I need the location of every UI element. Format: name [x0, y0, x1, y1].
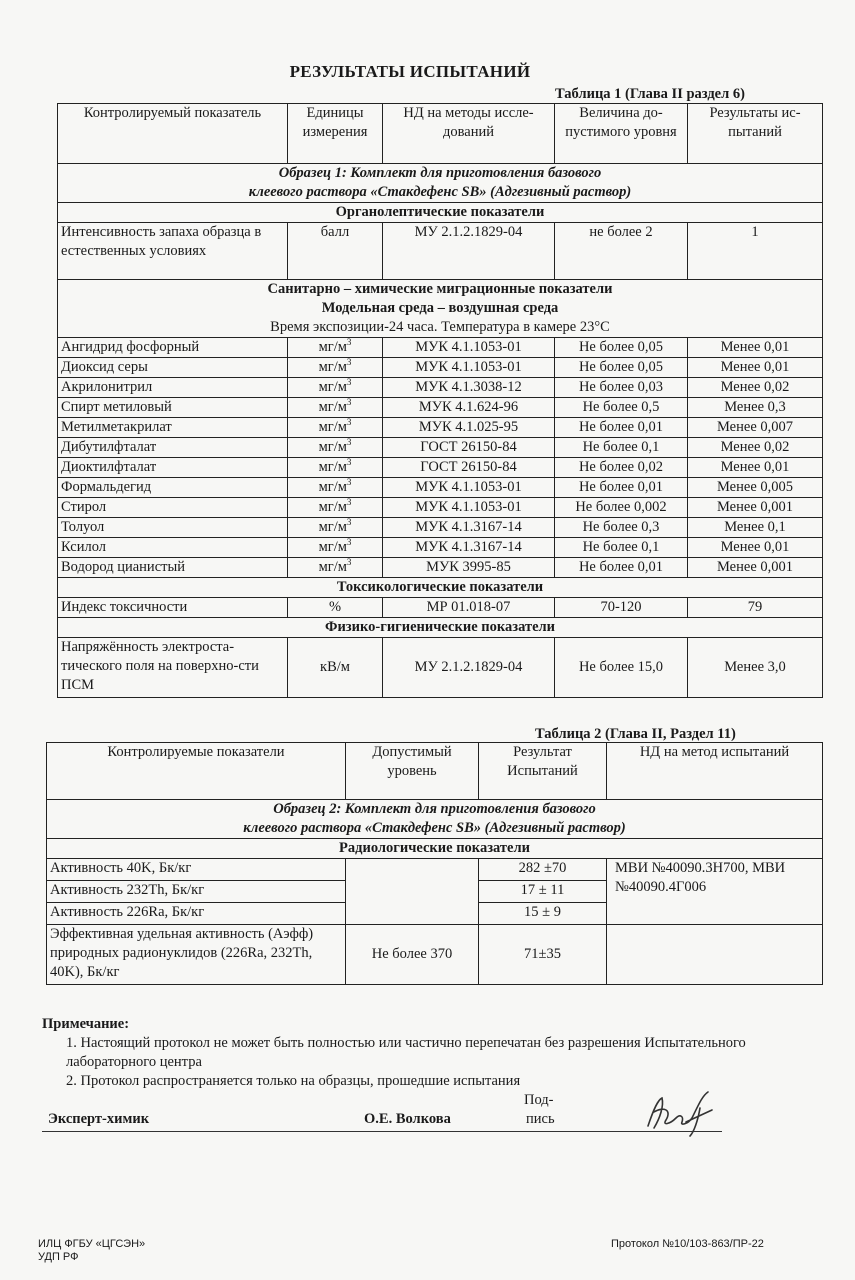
migration-result: Менее 0,1	[688, 518, 823, 538]
table-row	[58, 338, 823, 358]
eff-limit: Не более 370	[346, 925, 479, 985]
table-row	[58, 638, 823, 698]
migration-unit	[288, 378, 383, 398]
migration-method: МУК 4.1.1053-01	[383, 338, 555, 358]
table-row	[58, 498, 823, 518]
migration-substance: Метилметакрилат	[58, 418, 288, 438]
migration-unit	[288, 498, 383, 518]
migration-result: Менее 0,01	[688, 538, 823, 558]
unit-text: мг/м	[318, 539, 347, 555]
migration-unit	[288, 398, 383, 418]
table-row	[58, 538, 823, 558]
migration-limit: Не более 0,01	[555, 558, 688, 578]
unit-text: мг/м	[318, 439, 347, 455]
section-migration-medium: Модельная среда – воздушная среда	[321, 300, 559, 316]
unit-superscript: 3	[346, 517, 352, 528]
table-row	[58, 598, 823, 618]
table2-header-method: НД на метод испытаний	[607, 743, 823, 800]
migration-method: ГОСТ 26150-84	[383, 438, 555, 458]
migration-limit: Не более 0,03	[555, 378, 688, 398]
physical-limit: Не более 15,0	[555, 638, 688, 698]
signature-line	[42, 1091, 722, 1132]
migration-unit	[288, 558, 383, 578]
migration-substance: Спирт метиловый	[58, 398, 288, 418]
unit-text: мг/м	[318, 459, 347, 475]
footer-org-line2: УДП РФ	[38, 1251, 79, 1263]
table1-header-indicator: Контролируемый показатель	[58, 104, 288, 164]
unit-superscript: 3	[346, 357, 352, 368]
table2-header-result: Результат Испытаний	[479, 743, 607, 800]
document-title: РЕЗУЛЬТАТЫ ИСПЫТАНИЙ	[289, 62, 531, 81]
radio-methods: МВИ №40090.3Н700, МВИ №40090.4Г006	[607, 859, 823, 925]
eff-method-empty	[607, 925, 823, 985]
migration-result: Менее 0,007	[688, 418, 823, 438]
migration-substance: Диоксид серы	[58, 358, 288, 378]
table2-header-row	[47, 743, 823, 800]
unit-text: мг/м	[318, 399, 347, 415]
note-2: 2. Протокол распространяется только на образцы, прошедшие испытания	[66, 1073, 521, 1089]
migration-limit: Не более 0,5	[555, 398, 688, 418]
migration-method: МУК 4.1.3167-14	[383, 538, 555, 558]
migration-method: МУК 4.1.624-96	[383, 398, 555, 418]
toxic-result: 79	[688, 598, 823, 618]
sample2-line2: клеевого раствора «Стакдефенс SB» (Адгезивный раствор)	[243, 820, 626, 836]
migration-unit	[288, 358, 383, 378]
unit-text: мг/м	[318, 379, 347, 395]
unit-text: мг/м	[318, 559, 347, 575]
migration-substance: Водород цианистый	[58, 558, 288, 578]
migration-limit: Не более 0,02	[555, 458, 688, 478]
table1-header-row	[58, 104, 823, 164]
unit-superscript: 3	[346, 557, 352, 568]
migration-limit: Не более 0,1	[555, 538, 688, 558]
footer-protocol: Протокол №10/103-863/ПР-22	[611, 1238, 764, 1250]
migration-substance: Диоктилфталат	[58, 458, 288, 478]
unit-superscript: 3	[346, 497, 352, 508]
unit-text: мг/м	[318, 359, 347, 375]
radio-limit-empty	[346, 859, 479, 925]
migration-method: ГОСТ 26150-84	[383, 458, 555, 478]
migration-substance: Акрилонитрил	[58, 378, 288, 398]
migration-result: Менее 0,3	[688, 398, 823, 418]
section-migration-title: Санитарно – химические миграционные показатели	[267, 281, 613, 297]
table2	[46, 742, 823, 985]
table1-header-unit: Единицы измерения	[288, 104, 383, 164]
section-migration-conditions: Время экспозиции-24 часа. Температура в камере 23°С	[270, 319, 610, 335]
migration-limit: Не более 0,3	[555, 518, 688, 538]
table2-header-indicator: Контролируемые показатели	[47, 743, 346, 800]
table-row	[58, 418, 823, 438]
table1-sample-row	[58, 164, 823, 203]
eff-name: Эффективная удельная активность (Аэфф) природных радионуклидов (226Ra, 232Th, 40K), Бк/кг	[47, 925, 346, 985]
migration-method: МУК 4.1.025-95	[383, 418, 555, 438]
footer-org-line1: ИЛЦ ФГБУ «ЦГСЭН»	[38, 1238, 146, 1250]
unit-text: мг/м	[318, 339, 347, 355]
migration-method: МУК 4.1.1053-01	[383, 498, 555, 518]
radio-th-result: 17 ± 11	[479, 881, 607, 903]
unit-superscript: 3	[346, 437, 352, 448]
migration-limit: Не более 0,01	[555, 478, 688, 498]
toxic-method: МР 01.018-07	[383, 598, 555, 618]
table-row	[47, 859, 823, 881]
migration-substance: Ксилол	[58, 538, 288, 558]
signer-role: Эксперт-химик	[48, 1111, 150, 1127]
odor-name: Интенсивность запаха образца в естественных условиях	[58, 223, 288, 280]
table-row	[58, 478, 823, 498]
migration-rows	[58, 338, 823, 578]
physical-method: МУ 2.1.2.1829-04	[383, 638, 555, 698]
migration-method: МУК 4.1.3038-12	[383, 378, 555, 398]
migration-limit: Не более 0,05	[555, 338, 688, 358]
table-row	[58, 398, 823, 418]
radio-k-result: 282 ±70	[479, 859, 607, 881]
migration-substance: Ангидрид фосфорный	[58, 338, 288, 358]
unit-text: мг/м	[318, 499, 347, 515]
sample1-line1: Образец 1: Комплект для приготовления базового	[278, 165, 602, 181]
unit-superscript: 3	[346, 377, 352, 388]
note-1: 1. Настоящий протокол не может быть полностью или частично перепечатан без разрешения Испытательного лабораторного центра	[66, 1035, 746, 1070]
table2-caption: Таблица 2 (Глава II, Раздел 11)	[535, 726, 736, 742]
migration-unit	[288, 418, 383, 438]
section-physical: Физико-гигиенические показатели	[58, 618, 823, 638]
migration-method: МУК 4.1.3167-14	[383, 518, 555, 538]
sign-label-2: пись	[526, 1111, 555, 1127]
radio-k-name: Активность 40K, Бк/кг	[47, 859, 346, 881]
migration-result: Менее 0,005	[688, 478, 823, 498]
notes-heading: Примечание:	[42, 1016, 130, 1032]
odor-result: 1	[688, 223, 823, 280]
migration-unit	[288, 338, 383, 358]
table2-sample-row	[47, 800, 823, 839]
physical-name: Напряжённость электроста-тического поля на поверхно-сти ПСМ	[58, 638, 288, 698]
odor-unit: балл	[288, 223, 383, 280]
migration-limit: Не более 0,01	[555, 418, 688, 438]
toxic-unit: %	[288, 598, 383, 618]
migration-unit	[288, 438, 383, 458]
unit-superscript: 3	[346, 477, 352, 488]
toxic-name: Индекс токсичности	[58, 598, 288, 618]
table-row	[58, 223, 823, 280]
table1-caption: Таблица 1 (Глава II раздел 6)	[555, 86, 745, 102]
table1	[57, 103, 823, 698]
table2-header-limit: Допустимый уровень	[346, 743, 479, 800]
migration-unit	[288, 538, 383, 558]
table-row	[58, 558, 823, 578]
eff-result: 71±35	[479, 925, 607, 985]
table-row	[58, 458, 823, 478]
unit-superscript: 3	[346, 397, 352, 408]
physical-unit: кВ/м	[288, 638, 383, 698]
radio-ra-name: Активность 226Ra, Бк/кг	[47, 903, 346, 925]
migration-limit: Не более 0,002	[555, 498, 688, 518]
section-migration-row	[58, 280, 823, 338]
migration-substance: Формальдегид	[58, 478, 288, 498]
migration-result: Менее 0,02	[688, 378, 823, 398]
unit-text: мг/м	[318, 479, 347, 495]
migration-unit	[288, 518, 383, 538]
table1-header-method: НД на методы иссле-дований	[383, 104, 555, 164]
migration-limit: Не более 0,05	[555, 358, 688, 378]
sample1-line2: клеевого раствора «Стакдефенс SB» (Адгезивный раствор)	[248, 184, 632, 200]
radio-th-name: Активность 232Th, Бк/кг	[47, 881, 346, 903]
migration-unit	[288, 458, 383, 478]
migration-method: МУК 4.1.1053-01	[383, 358, 555, 378]
table-row	[58, 358, 823, 378]
migration-limit: Не более 0,1	[555, 438, 688, 458]
unit-superscript: 3	[346, 457, 352, 468]
table-row	[47, 925, 823, 985]
table1-header-limit: Величина до-пустимого уровня	[555, 104, 688, 164]
toxic-limit: 70-120	[555, 598, 688, 618]
migration-result: Менее 0,001	[688, 558, 823, 578]
table-row	[58, 518, 823, 538]
signer-name: О.Е. Волкова	[364, 1111, 451, 1127]
radio-ra-result: 15 ± 9	[479, 903, 607, 925]
unit-text: мг/м	[318, 419, 347, 435]
migration-result: Менее 0,01	[688, 358, 823, 378]
migration-method: МУК 4.1.1053-01	[383, 478, 555, 498]
migration-substance: Толуол	[58, 518, 288, 538]
sign-label-1: Под-	[524, 1092, 554, 1108]
section-organoleptic: Органолептические показатели	[58, 203, 823, 223]
migration-result: Менее 0,001	[688, 498, 823, 518]
migration-unit	[288, 478, 383, 498]
table1-header-result: Результаты ис-пытаний	[688, 104, 823, 164]
migration-result: Менее 0,02	[688, 438, 823, 458]
odor-method: МУ 2.1.2.1829-04	[383, 223, 555, 280]
table-row	[58, 438, 823, 458]
odor-limit: не более 2	[555, 223, 688, 280]
sample2-line1: Образец 2: Комплект для приготовления базового	[273, 801, 596, 817]
section-radio: Радиологические показатели	[47, 839, 823, 859]
migration-method: МУК 3995-85	[383, 558, 555, 578]
footer-org	[38, 1238, 145, 1264]
handwritten-signature	[640, 1088, 720, 1138]
unit-superscript: 3	[346, 417, 352, 428]
section-toxic: Токсикологические показатели	[58, 578, 823, 598]
table-row	[58, 378, 823, 398]
unit-text: мг/м	[318, 519, 347, 535]
migration-result: Менее 0,01	[688, 458, 823, 478]
migration-substance: Дибутилфталат	[58, 438, 288, 458]
unit-superscript: 3	[346, 537, 352, 548]
unit-superscript: 3	[346, 337, 352, 348]
migration-result: Менее 0,01	[688, 338, 823, 358]
migration-substance: Стирол	[58, 498, 288, 518]
physical-result: Менее 3,0	[688, 638, 823, 698]
